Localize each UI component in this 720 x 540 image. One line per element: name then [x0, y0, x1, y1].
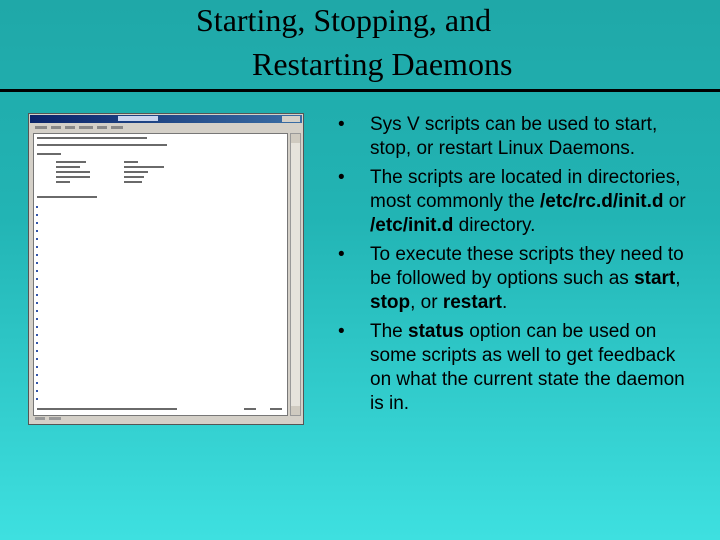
bullet-marker: •: [338, 321, 345, 342]
bullet-marker: •: [338, 114, 345, 135]
bullet-text: The: [370, 321, 409, 342]
bullet-item: [337, 166, 687, 238]
bullet-text: The scripts are located in directories, most commonly the: [370, 167, 681, 212]
bullet-marker: •: [338, 244, 345, 265]
bullet-item: [337, 113, 687, 161]
option-restart: restart: [442, 292, 502, 313]
bullet-item: [337, 320, 687, 416]
bullet-text: option can be used on some scripts as well to get feedback on what the current state the daemon is in.: [370, 321, 685, 414]
bullet-text: directory.: [453, 215, 536, 236]
bullet-text: ,: [675, 268, 681, 289]
slide-title-line-1: Starting, Stopping, and: [196, 2, 492, 38]
bullet-text: To execute these scripts they need to be followed by options such as: [370, 244, 684, 289]
terminal-scrollbar: [290, 133, 301, 416]
bullet-text: , or: [410, 292, 443, 313]
bullet-text: or: [663, 191, 686, 212]
path-rc-init: /etc/rc.d/init.d: [540, 191, 664, 212]
option-stop: stop: [370, 292, 411, 313]
window-controls: [282, 116, 300, 122]
bullet-item: [337, 243, 687, 315]
window-titlebar: [30, 115, 302, 123]
bullet-marker: •: [338, 167, 345, 188]
terminal-screenshot: [28, 113, 304, 425]
slide-title-line-2: Restarting Daemons: [252, 46, 513, 82]
title-divider: [0, 89, 720, 92]
window-statusbar: [31, 416, 301, 422]
bullet-text: Sys V scripts can be used to start, stop, or restart Linux Daemons.: [370, 114, 658, 159]
path-init: /etc/init.d: [370, 215, 454, 236]
window-title-text: [118, 116, 158, 121]
window-menubar: [31, 124, 301, 131]
bullet-text: .: [502, 292, 508, 313]
terminal-screen: [33, 133, 288, 416]
bullet-list: [337, 113, 687, 421]
option-status: status: [408, 321, 464, 342]
option-start: start: [634, 268, 676, 289]
